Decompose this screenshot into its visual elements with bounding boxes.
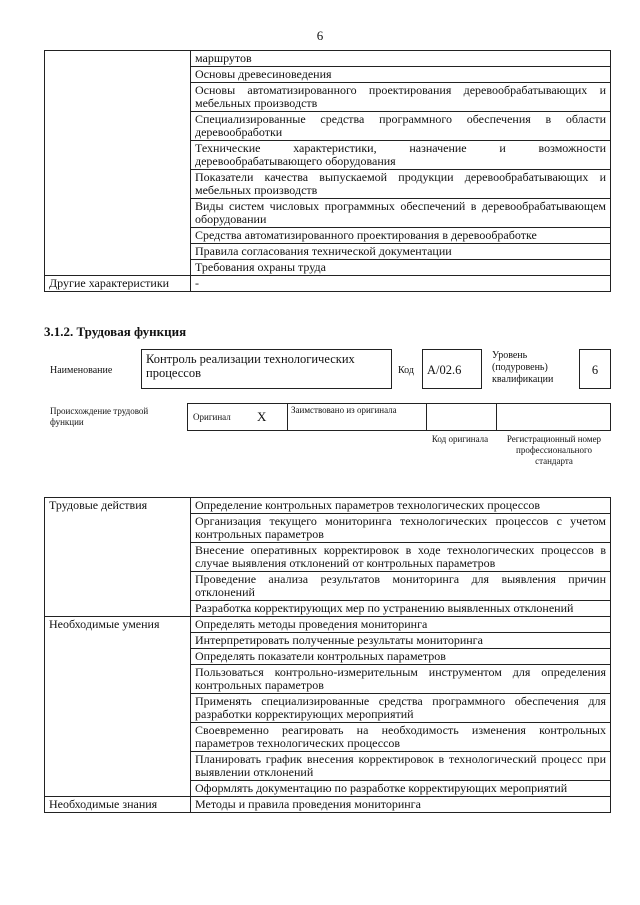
knowledge-item: Специализированные средства программного обеспечения в области деревообработки xyxy=(191,112,611,141)
knowledge-item: Методы и правила проведения мониторинга xyxy=(191,797,611,813)
page-number: 6 xyxy=(316,28,324,43)
skill-item: Оформлять документацию по разработке корректирующих мероприятий xyxy=(191,781,611,797)
skill-item: Применять специализированные средства программного обеспечения для разработки корректирующих мероприятий xyxy=(191,694,611,723)
action-item: Определение контрольных параметров технологических процессов xyxy=(191,498,611,514)
code-label: Код xyxy=(398,365,414,376)
knowledge-item: Виды систем числовых программных обеспечений в деревообрабатывающем оборудовании xyxy=(191,199,611,228)
knowledge-item: Основы древесиноведения xyxy=(191,67,611,83)
actions-label: Трудовые действия xyxy=(45,498,191,617)
borrowed-label: Заимствовано из оригинала xyxy=(291,405,397,415)
reg-number-caption: Регистрационный номер профессионального стандарта xyxy=(506,434,602,466)
origin-divider xyxy=(496,403,497,431)
origin-label: Происхождение трудовой функции xyxy=(50,406,149,427)
level-value: 6 xyxy=(579,349,611,389)
knowledge-item: маршрутов xyxy=(191,51,611,67)
action-item: Разработка корректирующих мер по устранению выявленных отклонений xyxy=(191,601,611,617)
other-characteristics-label: Другие характеристики xyxy=(45,276,191,292)
original-mark: X xyxy=(257,409,267,424)
skills-label: Необходимые умения xyxy=(45,617,191,797)
name-label: Наименование xyxy=(50,365,113,376)
code-original-caption: Код оригинала xyxy=(431,434,489,444)
origin-divider xyxy=(426,403,427,431)
skill-item: Планировать график внесения корректировок в технологический процесс при выявлении отклонений xyxy=(191,752,611,781)
knowledge-item: Технические характеристики, назначение и возможности деревообрабатывающего оборудования xyxy=(191,141,611,170)
skill-item: Своевременно реагировать на необходимость изменения контрольных параметров технологических процессов xyxy=(191,723,611,752)
knowledge-item: Средства автоматизированного проектирования в деревообработке xyxy=(191,228,611,244)
action-item: Внесение оперативных корректировок в ходе технологических процессов в случае выявления отклонений от контрольных параметров xyxy=(191,543,611,572)
continuation-rows xyxy=(45,51,611,292)
knowledge-continuation-table xyxy=(44,50,611,292)
action-item: Организация текущего мониторинга технологических процессов с учетом контрольных параметров xyxy=(191,514,611,543)
knowledge-item: Правила согласования технической документации xyxy=(191,244,611,260)
name-value: Контроль реализации технологических процессов xyxy=(141,349,392,389)
continuation-label-cell xyxy=(45,51,191,276)
skill-item: Интерпретировать полученные результаты мониторинга xyxy=(191,633,611,649)
function-rows xyxy=(45,498,611,813)
code-value: A/02.6 xyxy=(422,349,482,389)
original-label: Оригинал xyxy=(193,412,231,422)
section-title: 3.1.2. Трудовая функция xyxy=(44,324,187,339)
knowledge-item: Основы автоматизированного проектирования деревообрабатывающих и мебельных производств xyxy=(191,83,611,112)
other-characteristics-value: - xyxy=(191,276,611,292)
skill-item: Пользоваться контрольно-измерительным инструментом для определения контрольных параметров xyxy=(191,665,611,694)
skill-item: Определять методы проведения мониторинга xyxy=(191,617,611,633)
action-item: Проведение анализа результатов мониторинга для выявления причин отклонений xyxy=(191,572,611,601)
knowledge-label: Необходимые знания xyxy=(45,797,191,813)
function-details-table xyxy=(44,497,611,813)
knowledge-item: Требования охраны труда xyxy=(191,260,611,276)
origin-divider xyxy=(287,403,288,431)
knowledge-item: Показатели качества выпускаемой продукции деревообрабатывающих и мебельных производств xyxy=(191,170,611,199)
skill-item: Определять показатели контрольных параметров xyxy=(191,649,611,665)
level-label: Уровень (подуровень) квалификации xyxy=(492,350,554,385)
